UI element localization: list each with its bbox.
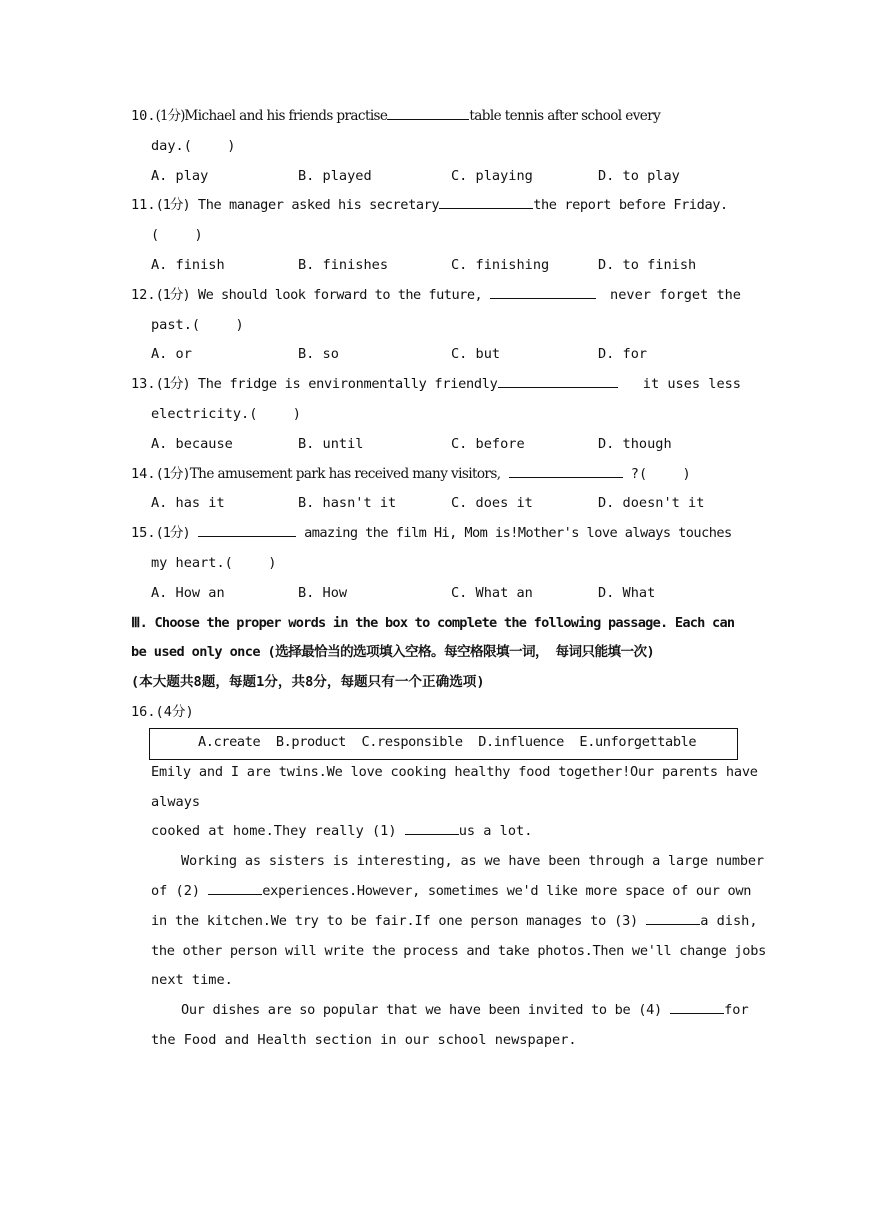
passage-text: of (2) [151,882,201,899]
passage-text: the Food and Health section in our school newspaper. [151,1031,577,1048]
option-d[interactable]: D. for [598,346,648,363]
option-a[interactable]: A. How an [151,584,225,601]
passage-line [131,937,766,967]
passage-text: experiences.However, sometimes we'd like more space of our own [262,882,752,899]
question-score: (1分) [155,465,190,482]
section-3-scoring: (本大题共8题，每题1分，共8分，每题只有一个正确选项) [131,674,485,691]
passage-text: Our dishes are so popular that we have been invited to be (4) [181,1002,662,1019]
option-c[interactable]: C. What an [451,584,533,601]
option-c[interactable]: C. does it [451,495,533,512]
passage-blank-3[interactable] [646,910,700,925]
exam-page [131,102,766,1056]
section-3-instruction-line1 [131,609,741,639]
question-12-line2 [131,311,741,341]
question-text: ( ) [151,227,203,244]
question-number: 11. [131,197,156,214]
question-12-line1 [131,281,741,311]
question-score: (1分) [155,108,185,124]
passage-line [131,758,758,788]
option-d[interactable]: D. What [598,584,656,601]
word-box-options: A.create B.product C.responsible D.influence E.unforgettable [198,733,697,750]
question-text: it uses less [642,376,741,393]
passage-blank-2[interactable] [208,880,262,895]
option-d[interactable]: D. to play [598,167,680,184]
question-11-line2 [131,221,741,251]
question-number: 10. [131,108,156,124]
option-d[interactable]: D. to finish [598,256,697,273]
section-3-instruction: be used only once (选择最恰当的选项填入空格。每空格限填一词， 每词只能填一次) [131,644,655,661]
option-a[interactable]: A. has it [151,495,225,512]
question-15-line1 [131,519,741,549]
section-3-heading: Ⅲ. Choose the proper words in the box to complete the following passage. Each can [131,614,735,631]
question-text: past.( ) [151,316,244,333]
passage-line [131,877,752,907]
option-c[interactable]: C. before [451,435,525,452]
question-number: 16.(4分) [131,703,194,720]
section-3-instruction-line2 [131,638,741,668]
passage-line [131,1026,741,1056]
passage-text: Working as sisters is interesting, as we have been through a large number [181,853,764,870]
option-a[interactable]: A. or [151,346,192,363]
question-10-line1 [131,102,741,132]
passage-text: us a lot. [458,823,533,840]
option-a[interactable]: A. play [151,167,209,184]
question-text: electricity.( ) [151,405,301,422]
option-b[interactable]: B. hasn't it [298,495,397,512]
question-text: my heart.( ) [151,554,277,571]
answer-blank[interactable] [439,194,533,209]
answer-blank[interactable] [498,373,618,388]
passage-text: for [724,1002,749,1019]
question-score: (1分) [155,376,190,393]
passage-text: always [151,793,201,810]
question-number: 13. [131,376,156,393]
question-10-line2 [131,132,741,162]
answer-blank[interactable] [509,463,623,478]
passage-text: next time. [151,972,233,989]
question-13-line1 [131,370,741,400]
passage-line [131,847,764,877]
option-a[interactable]: A. because [151,435,233,452]
passage-text: a dish, [700,912,758,929]
passage-line [131,817,741,847]
option-b[interactable]: B. until [298,435,364,452]
question-11-options [131,251,741,281]
question-14-line1 [131,460,741,490]
question-13-line2 [131,400,741,430]
option-d[interactable]: D. though [598,435,672,452]
question-16-header [131,698,741,728]
question-text: table tennis after school every [469,108,661,124]
passage-blank-4[interactable] [670,999,724,1014]
answer-blank[interactable] [387,105,469,120]
question-15-options [131,579,741,609]
question-number: 15. [131,525,156,542]
question-text: ?( ) [630,465,691,482]
question-11-line1 [131,191,741,221]
question-13-options [131,430,741,460]
question-text: Michael and his friends practise [184,108,388,124]
passage-text: Emily and I are twins.We love cooking healthy food together!Our parents have [151,763,758,780]
question-15-line2 [131,549,741,579]
question-text: amazing the film Hi, Mom is!Mother's love always touches [304,525,732,542]
question-score: (1分) [155,197,190,214]
question-text: never forget the [610,286,741,303]
question-text: The fridge is environmentally friendly [197,376,498,393]
option-b[interactable]: B. finishes [298,256,389,273]
answer-blank[interactable] [490,284,596,299]
question-number: 14. [131,465,156,482]
passage-line [131,788,741,818]
passage-blank-1[interactable] [405,820,459,835]
question-text: We should look forward to the future, [197,286,483,303]
passage-line [131,907,758,937]
question-text: The amusement park has received many visitors, [189,465,501,482]
question-text: day.( ) [151,137,236,154]
passage-text: in the kitchen.We try to be fair.If one person manages to (3) [151,912,639,929]
option-c[interactable]: C. but [451,346,501,363]
question-score: (1分) [155,286,190,303]
option-c[interactable]: C. playing [451,167,533,184]
option-b[interactable]: B. played [298,167,372,184]
option-c[interactable]: C. finishing [451,256,550,273]
question-number: 12. [131,286,156,303]
option-a[interactable]: A. finish [151,256,225,273]
question-14-options [131,489,741,519]
answer-blank[interactable] [198,522,296,537]
option-b[interactable]: B. so [298,346,339,363]
option-d[interactable]: D. doesn't it [598,495,705,512]
word-box [149,728,738,760]
passage-line [131,996,749,1026]
question-score: (1分) [155,525,190,542]
question-12-options [131,340,741,370]
question-10-options [131,162,741,192]
question-text: The manager asked his secretary [197,197,440,214]
question-text: the report before Friday. [533,197,728,214]
section-3-instruction-line3 [131,668,741,698]
passage-text: the other person will write the process and take photos.Then we'll change jobs [151,942,766,959]
passage-line [131,966,741,996]
option-b[interactable]: B. How [298,584,348,601]
passage-text: cooked at home.They really (1) [151,823,397,840]
